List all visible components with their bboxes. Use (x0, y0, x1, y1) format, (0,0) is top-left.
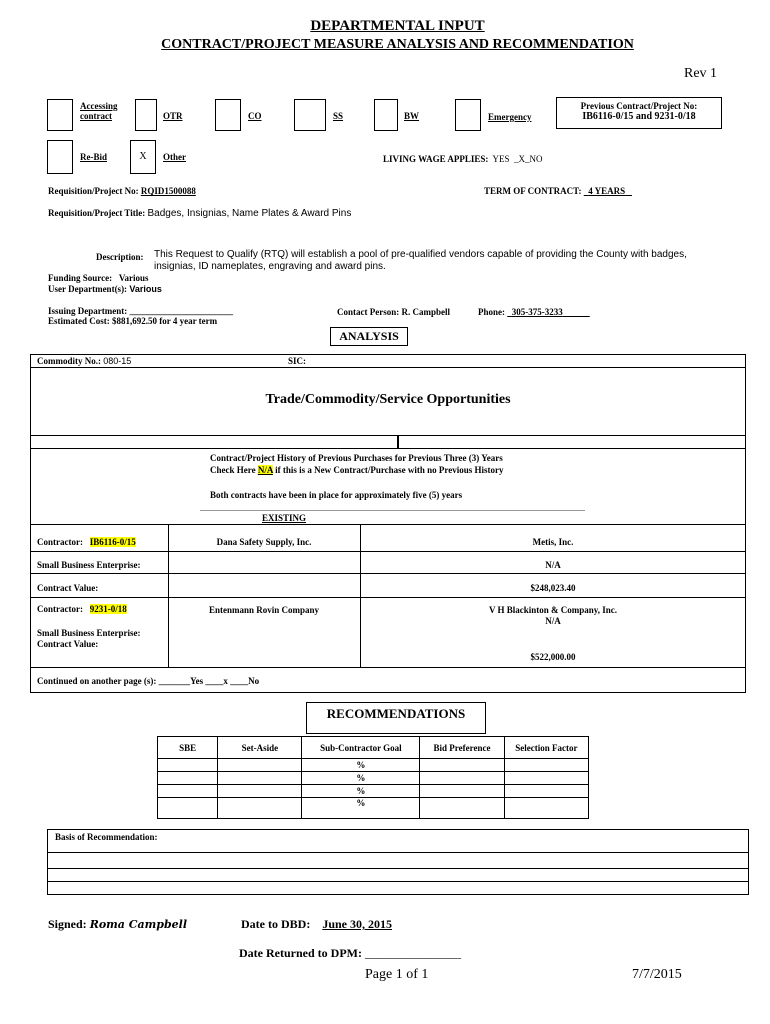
rebid-checkbox[interactable] (47, 140, 73, 174)
contractor-1-name: Dana Safety Supply, Inc. (216, 537, 312, 547)
value-2: $522,000.00 (530, 652, 576, 662)
signed: Signed: Roma Campbell (48, 917, 188, 931)
pct-cell: % (302, 798, 420, 819)
continued-line: Continued on another page (s): _______Yes ____x ____No (37, 676, 260, 686)
ss-checkbox[interactable] (294, 99, 326, 131)
col-bid-preference: Bid Preference (420, 737, 504, 759)
description-text: This Request to Qualify (RTQ) will establish a pool of pre-qualified vendors capable of providing the County with badges, insignias, ID nameplates, engraving and award pins. (154, 249, 687, 272)
basis-label: Basis of Recommendation: (55, 832, 158, 842)
signature: Roma Campbell (89, 918, 188, 931)
phone: Phone: 305-375-3233 (478, 307, 563, 317)
col-subcontractor-goal: Sub-Contractor Goal (302, 737, 420, 759)
section-title: Trade/Commodity/Service Opportunities (265, 392, 511, 407)
commodity-no: Commodity No.: 080-15 (37, 356, 132, 366)
requisition-no: Requisition/Project No: RQID1500088 (48, 186, 196, 196)
date-returned: Date Returned to DPM: ________________ (239, 946, 461, 960)
other-checkbox[interactable]: X (130, 140, 156, 174)
col-sbe: SBE (158, 737, 218, 759)
accessing-label: Accessing contract (80, 101, 118, 121)
rebid-label: Re-Bid (80, 152, 107, 162)
sbe-1-label: Small Business Enterprise: (37, 560, 141, 570)
previous-contract-box (556, 97, 722, 129)
pct-cell: % (302, 772, 420, 785)
col-set-aside: Set-Aside (218, 737, 302, 759)
otr-label: OTR (163, 111, 183, 121)
funding-block: Funding Source: Various User Department(s): Various (48, 273, 162, 294)
history-block: Contract/Project History of Previous Purchases for Previous Three (3) Years Check Here N/A if this is a New Contract/Purchase with no Previous History Both contracts have been in place for approximately five (5) years (210, 453, 504, 500)
other-label: Other (163, 152, 186, 162)
requisition-title: Requisition/Project Title: Badges, Insignias, Name Plates & Award Pins (48, 208, 352, 219)
value-1-label: Contract Value: (37, 583, 99, 593)
description-label: Description: (96, 252, 144, 262)
otr-checkbox[interactable] (135, 99, 157, 131)
date-to-dbd: Date to DBD: June 30, 2015 (241, 917, 393, 931)
page-number: Page 1 of 1 (365, 967, 429, 982)
contact-person: Contact Person: R. Campbell (337, 307, 451, 317)
pct-cell: % (302, 785, 420, 798)
contractor-2-name: Entenmann Rovin Company (208, 605, 320, 615)
sic: SIC: (288, 356, 307, 366)
sbe-1-value: N/A (545, 560, 561, 570)
co-label: CO (248, 111, 262, 121)
emergency-checkbox[interactable] (455, 99, 481, 131)
doc-title-1: DEPARTMENTAL INPUT (310, 18, 485, 34)
previous-contract-label: Previous Contract/Project No: (580, 101, 698, 111)
issuing-block: Issuing Department: _______________________ Estimated Cost: $881,692.50 for 4 year term (48, 306, 234, 326)
term-of-contract: TERM OF CONTRACT: 4 YEARS (484, 186, 626, 196)
revision: Rev 1 (684, 66, 718, 81)
sbe-2-block: Small Business Enterprise: Contract Value: (37, 628, 141, 649)
recommendations-table (157, 736, 589, 819)
living-wage: LIVING WAGE APPLIES: YES _X_NO (383, 154, 543, 164)
col-selection-factor: Selection Factor (504, 737, 588, 759)
contractor-2: Contractor: 9231-0/18 (37, 604, 127, 614)
recommendations-heading: RECOMMENDATIONS (306, 702, 486, 734)
existing-label: EXISTING (262, 513, 307, 523)
doc-title-2: CONTRACT/PROJECT MEASURE ANALYSIS AND RECOMMENDATION (161, 37, 634, 52)
emergency-label: Emergency (488, 112, 532, 122)
ss-label: SS (333, 111, 344, 121)
bw-label: BW (404, 111, 420, 121)
co-checkbox[interactable] (215, 99, 241, 131)
contractor-1-name-2: Metis, Inc. (532, 537, 574, 547)
pct-cell: % (302, 759, 420, 772)
print-date: 7/7/2015 (632, 967, 682, 982)
bw-checkbox[interactable] (374, 99, 398, 131)
previous-contract-value: IB6116-0/15 and 9231-0/18 (582, 111, 696, 122)
accessing-checkbox[interactable] (47, 99, 73, 131)
contractor-1: Contractor: IB6116-0/15 (37, 537, 136, 547)
analysis-heading: ANALYSIS (330, 327, 408, 346)
contractor-2-name-2: V H Blackinton & Company, Inc. N/A (488, 605, 618, 626)
value-1: $248,023.40 (530, 583, 576, 593)
